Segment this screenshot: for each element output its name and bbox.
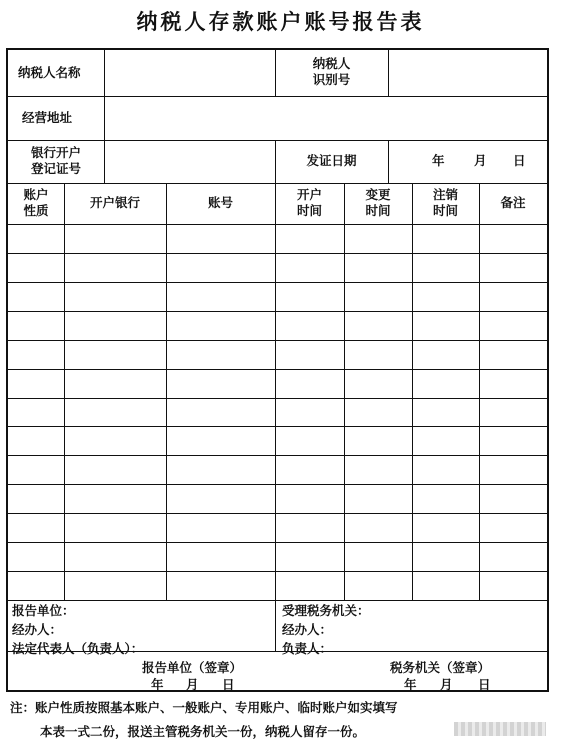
note-line-1: 注：账户性质按照基本账户、一般账户、专用账户、临时账户如实填写: [10, 700, 398, 715]
right-sign-month: 月: [440, 677, 453, 692]
col-divider: [104, 50, 105, 183]
col-divider: [388, 140, 389, 183]
taxpayer-id-label: [275, 56, 388, 88]
watermark: [454, 722, 546, 736]
col-header-line: 时间: [296, 203, 322, 218]
row-divider: [8, 224, 547, 225]
table-row-divider: [8, 513, 547, 514]
table-row-divider: [8, 542, 547, 543]
table-row-divider: [8, 311, 547, 312]
table-row-divider: [8, 426, 547, 427]
issue-date-month: 月: [474, 153, 487, 168]
bank-cert-label: [8, 145, 104, 177]
issue-date-day: 日: [513, 153, 526, 168]
col-divider: [64, 183, 65, 600]
col-header-line: 账户: [23, 187, 49, 202]
col-divider: [275, 183, 276, 651]
table-row-divider: [8, 484, 547, 485]
col-header-line: 注销: [432, 187, 458, 202]
report-unit-label: 报告单位：: [12, 603, 75, 618]
col-divider: [412, 183, 413, 600]
address-label: 经营地址: [22, 110, 73, 125]
col-divider: [166, 183, 167, 600]
col-divider: [388, 50, 389, 96]
col-header-line: 时间: [365, 203, 391, 218]
table-row-divider: [8, 571, 547, 572]
col-header-close-time: [412, 187, 479, 219]
row-divider: [8, 600, 547, 601]
document-title: 纳税人存款账户账号报告表: [136, 9, 425, 34]
col-header-change-time: [344, 187, 412, 219]
table-row-divider: [8, 253, 547, 254]
col-header-line: 性质: [23, 203, 49, 218]
note-line-2: 本表一式二份，报送主管税务机关一份，纳税人留存一份。: [40, 724, 366, 739]
col-header-bank: 开户银行: [89, 195, 140, 210]
row-divider: [8, 96, 547, 97]
col-divider: [479, 183, 480, 600]
handler-label: 经办人：: [12, 622, 63, 637]
issue-date-label: 发证日期: [306, 153, 357, 168]
col-header-open-time: [275, 187, 344, 219]
bank-cert-label-line2: 登记证号: [30, 161, 81, 176]
table-row-divider: [8, 369, 547, 370]
col-header-account-type: [8, 187, 64, 219]
legal-rep-label: 法定代表人（负责人）：: [12, 641, 144, 656]
row-divider: [8, 183, 547, 184]
report-unit-seal: 报告单位（签章）: [142, 660, 243, 675]
col-header-line: 时间: [432, 203, 458, 218]
tax-authority-seal: 税务机关（签章）: [390, 660, 491, 675]
person-in-charge-label: 负责人：: [282, 641, 333, 656]
table-row-divider: [8, 340, 547, 341]
taxpayer-id-label-line1: 纳税人: [312, 56, 351, 71]
left-sign-month: 月: [186, 677, 199, 692]
table-row-divider: [8, 398, 547, 399]
col-header-line: 开户: [296, 187, 322, 202]
report-form: [6, 48, 549, 692]
tax-handler-label: 经办人：: [282, 622, 333, 637]
tax-authority-label: 受理税务机关：: [282, 603, 370, 618]
col-divider: [344, 183, 345, 600]
taxpayer-name-label: 纳税人名称: [18, 65, 81, 80]
col-header-line: 变更: [365, 187, 391, 202]
col-header-remarks: 备注: [500, 195, 526, 210]
taxpayer-id-label-line2: 识别号: [312, 72, 351, 87]
left-sign-year: 年: [151, 677, 164, 692]
right-sign-day: 日: [478, 677, 491, 692]
issue-date-year: 年: [432, 153, 445, 168]
right-sign-year: 年: [404, 677, 417, 692]
left-sign-day: 日: [222, 677, 235, 692]
bank-cert-label-line1: 银行开户: [30, 145, 81, 160]
col-header-account-no: 账号: [207, 195, 233, 210]
table-row-divider: [8, 455, 547, 456]
row-divider: [8, 140, 547, 141]
table-row-divider: [8, 282, 547, 283]
